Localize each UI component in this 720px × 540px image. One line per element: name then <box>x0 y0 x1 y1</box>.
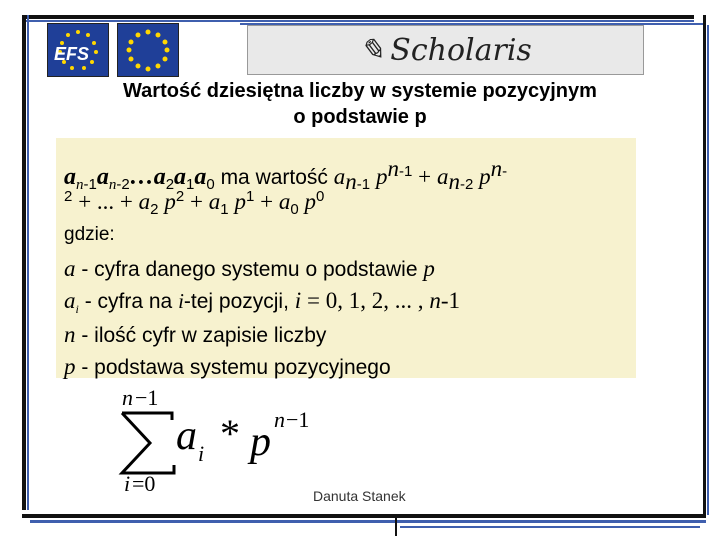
definition-ai-list: = 0, 1, 2, ... , <box>307 288 424 313</box>
content-panel <box>56 138 636 378</box>
frame-bottom-blue-line <box>30 520 706 523</box>
has-value-text: ma wartość <box>220 166 328 189</box>
eu-flag-logo <box>117 23 179 77</box>
definition-n-text: - ilość cyfr w zapisie liczby <box>81 324 327 347</box>
slide-title-line-1: Wartość dziesiętna liczby w systemie pozycyjnym <box>123 80 597 102</box>
scholaris-logo-text: Scholaris <box>390 32 532 68</box>
summation-formula <box>112 385 342 495</box>
frame-top-blue-line <box>22 20 694 22</box>
eu-flag-stars-icon <box>118 24 178 76</box>
footer-author: Danuta Stanek <box>313 488 406 504</box>
definition-n: n - ilość cyfr w zapisie liczby <box>64 322 327 347</box>
frame-left-line <box>22 15 26 510</box>
formula-line-2: $^2$ + ... + $a_2$ $p^2 + a_1$ $p^1 + a_0$ $p^0$ <box>64 188 325 219</box>
slide-title-line-2: o podstawie p <box>293 106 427 128</box>
sum-exponent-n: n <box>274 407 285 432</box>
sum-multiply: * <box>220 411 240 456</box>
frame-bottom-line <box>22 514 706 518</box>
definition-p: p - podstawa systemu pozycyjnego <box>64 354 391 379</box>
sum-term-i: i <box>198 441 205 466</box>
definition-a-text: - cyfra danego systemu o podstawie <box>81 258 418 281</box>
definition-ai-rest: -tej pozycji, <box>183 290 289 313</box>
frame-bottom-accent-line <box>400 526 700 528</box>
sum-term-a: a <box>176 413 197 459</box>
sum-exponent-rest: −1 <box>286 407 310 432</box>
efs-logo <box>47 23 109 77</box>
definition-ai: $a_i$ - cyfra na i-tej pozycji, i = 0, 1, 2, ... , n-1 <box>64 288 461 317</box>
sum-lower-limit-rest: =0 <box>132 471 156 495</box>
definition-a: a - cyfra danego systemu o podstawie p <box>64 256 435 281</box>
definition-ai-i: i <box>178 289 184 313</box>
slide-title <box>40 78 680 130</box>
sum-term-p: p <box>250 419 271 465</box>
formula-line-1: $a_{n-1}a_{n-2}\dots a_2a_1a_0$ ma wartość $a_{n-1}$ $p^{n-1} + a_{n-2}$ $p^{n-}$ <box>64 156 508 195</box>
where-label: gdzie: <box>64 224 115 245</box>
frame-bottom-tick <box>395 518 397 536</box>
frame-top-line <box>22 15 694 19</box>
definition-ai-n: n <box>429 288 441 313</box>
frame-right-line <box>703 15 706 515</box>
efs-logo-text: EFS <box>54 44 90 64</box>
feather-icon: ✎ <box>359 32 385 68</box>
sum-upper-limit: n <box>122 385 133 410</box>
scholaris-logo <box>247 25 644 75</box>
definition-ai-text: - cyfra na <box>84 290 173 313</box>
definition-p-text: - podstawa systemu pozycyjnego <box>81 356 391 379</box>
frame-left-blue-line <box>27 15 29 510</box>
sigma-icon <box>122 413 174 473</box>
frame-right-blue-line <box>707 25 709 515</box>
sum-upper-limit-rest: −1 <box>135 385 159 410</box>
sum-lower-limit-i: i <box>124 471 131 495</box>
definition-ai-minus-one: -1 <box>440 288 461 313</box>
